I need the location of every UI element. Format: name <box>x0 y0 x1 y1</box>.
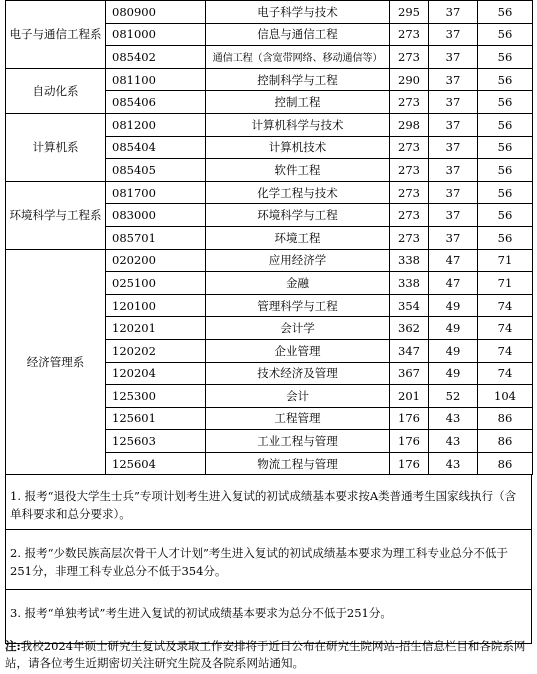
single-score-cell: 49 <box>429 339 478 362</box>
single-score-cell: 43 <box>429 452 478 475</box>
major-cell: 工业工程与管理 <box>206 430 390 453</box>
other-score-cell: 86 <box>478 407 533 430</box>
major-cell: 企业管理 <box>206 339 390 362</box>
dept-cell: 电子与通信工程系 <box>6 1 106 69</box>
table-row <box>6 181 533 204</box>
total-score-cell: 338 <box>390 249 429 272</box>
other-score-cell: 71 <box>478 272 533 295</box>
total-score-cell: 290 <box>390 68 429 91</box>
code-cell: 125601 <box>106 407 206 430</box>
total-score-cell: 362 <box>390 317 429 340</box>
total-score-cell: 273 <box>390 46 429 69</box>
major-cell: 通信工程（含宽带网络、移动通信等） <box>206 46 390 69</box>
major-cell: 技术经济及管理 <box>206 362 390 385</box>
single-score-cell: 37 <box>429 91 478 114</box>
major-cell: 电子科学与技术 <box>206 1 390 24</box>
other-score-cell: 56 <box>478 113 533 136</box>
total-score-cell: 273 <box>390 23 429 46</box>
dept-cell: 环境科学与工程系 <box>6 181 106 249</box>
code-cell: 120204 <box>106 362 206 385</box>
score-table <box>5 0 533 475</box>
other-score-cell: 56 <box>478 136 533 159</box>
code-cell: 085402 <box>106 46 206 69</box>
note-minority-talent: 2. 报考“少数民族高层次骨干人才计划”考生进入复试的初试成绩基本要求为理工科专业总分不低于251分，非理工科专业总分不低于354分。 <box>6 529 531 589</box>
other-score-cell: 74 <box>478 294 533 317</box>
total-score-cell: 273 <box>390 226 429 249</box>
other-score-cell: 56 <box>478 226 533 249</box>
total-score-cell: 338 <box>390 272 429 295</box>
major-cell: 物流工程与管理 <box>206 452 390 475</box>
code-cell: 085404 <box>106 136 206 159</box>
single-score-cell: 37 <box>429 181 478 204</box>
notes-box <box>5 475 532 644</box>
major-cell: 工程管理 <box>206 407 390 430</box>
single-score-cell: 37 <box>429 1 478 24</box>
major-cell: 计算机技术 <box>206 136 390 159</box>
major-cell: 控制工程 <box>206 91 390 114</box>
dept-cell: 计算机系 <box>6 113 106 181</box>
code-cell: 085405 <box>106 159 206 182</box>
other-score-cell: 74 <box>478 339 533 362</box>
total-score-cell: 273 <box>390 136 429 159</box>
code-cell: 081200 <box>106 113 206 136</box>
total-score-cell: 273 <box>390 181 429 204</box>
other-score-cell: 56 <box>478 91 533 114</box>
dept-cell: 自动化系 <box>6 68 106 113</box>
total-score-cell: 298 <box>390 113 429 136</box>
total-score-cell: 201 <box>390 385 429 408</box>
major-cell: 管理科学与工程 <box>206 294 390 317</box>
major-cell: 信息与通信工程 <box>206 23 390 46</box>
single-score-cell: 37 <box>429 226 478 249</box>
single-score-cell: 43 <box>429 407 478 430</box>
single-score-cell: 37 <box>429 68 478 91</box>
other-score-cell: 56 <box>478 1 533 24</box>
single-score-cell: 49 <box>429 362 478 385</box>
single-score-cell: 37 <box>429 113 478 136</box>
other-score-cell: 86 <box>478 452 533 475</box>
single-score-cell: 37 <box>429 46 478 69</box>
major-cell: 软件工程 <box>206 159 390 182</box>
footer-text: 我校2024年硕士研究生复试及录取工作安排将于近日公布在研究生院网站-招生信息栏目和各院系网站，请各位考生近期密切关注研究生院及各院系网站通知。 <box>5 639 526 670</box>
major-cell: 环境科学与工程 <box>206 204 390 227</box>
code-cell: 081000 <box>106 23 206 46</box>
code-cell: 080900 <box>106 1 206 24</box>
footer-notice <box>5 638 532 672</box>
dept-cell: 经济管理系 <box>6 249 106 475</box>
code-cell: 025100 <box>106 272 206 295</box>
code-cell: 085406 <box>106 91 206 114</box>
major-cell: 环境工程 <box>206 226 390 249</box>
single-score-cell: 37 <box>429 23 478 46</box>
single-score-cell: 43 <box>429 430 478 453</box>
total-score-cell: 367 <box>390 362 429 385</box>
other-score-cell: 56 <box>478 204 533 227</box>
code-cell: 125603 <box>106 430 206 453</box>
code-cell: 125300 <box>106 385 206 408</box>
total-score-cell: 273 <box>390 204 429 227</box>
single-score-cell: 52 <box>429 385 478 408</box>
table-row <box>6 1 533 24</box>
single-score-cell: 47 <box>429 272 478 295</box>
major-cell: 控制科学与工程 <box>206 68 390 91</box>
other-score-cell: 56 <box>478 68 533 91</box>
other-score-cell: 71 <box>478 249 533 272</box>
major-cell: 会计 <box>206 385 390 408</box>
major-cell: 会计学 <box>206 317 390 340</box>
total-score-cell: 176 <box>390 452 429 475</box>
code-cell: 120202 <box>106 339 206 362</box>
note-veteran-students: 1. 报考“退役大学生士兵”专项计划考生进入复试的初试成绩基本要求按A类普通考生国家线执行（含单科要求和总分要求）。 <box>10 489 517 522</box>
total-score-cell: 176 <box>390 407 429 430</box>
code-cell: 120100 <box>106 294 206 317</box>
total-score-cell: 176 <box>390 430 429 453</box>
note-independent-exam: 3. 报考“单独考试”考生进入复试的初试成绩基本要求为总分不低于251分。 <box>6 589 531 643</box>
single-score-cell: 37 <box>429 136 478 159</box>
single-score-cell: 49 <box>429 294 478 317</box>
single-score-cell: 47 <box>429 249 478 272</box>
other-score-cell: 104 <box>478 385 533 408</box>
total-score-cell: 273 <box>390 91 429 114</box>
other-score-cell: 74 <box>478 317 533 340</box>
single-score-cell: 49 <box>429 317 478 340</box>
footer-label: 注: <box>5 639 21 653</box>
code-cell: 083000 <box>106 204 206 227</box>
major-cell: 计算机科学与技术 <box>206 113 390 136</box>
table-row <box>6 249 533 272</box>
other-score-cell: 56 <box>478 23 533 46</box>
code-cell: 125604 <box>106 452 206 475</box>
total-score-cell: 273 <box>390 159 429 182</box>
other-score-cell: 56 <box>478 181 533 204</box>
code-cell: 020200 <box>106 249 206 272</box>
other-score-cell: 56 <box>478 46 533 69</box>
total-score-cell: 347 <box>390 339 429 362</box>
code-cell: 085701 <box>106 226 206 249</box>
single-score-cell: 37 <box>429 204 478 227</box>
table-row <box>6 68 533 91</box>
total-score-cell: 295 <box>390 1 429 24</box>
code-cell: 120201 <box>106 317 206 340</box>
code-cell: 081100 <box>106 68 206 91</box>
major-cell: 应用经济学 <box>206 249 390 272</box>
score-sheet <box>5 0 532 644</box>
total-score-cell: 354 <box>390 294 429 317</box>
other-score-cell: 74 <box>478 362 533 385</box>
major-cell: 金融 <box>206 272 390 295</box>
code-cell: 081700 <box>106 181 206 204</box>
other-score-cell: 86 <box>478 430 533 453</box>
single-score-cell: 37 <box>429 159 478 182</box>
table-row <box>6 113 533 136</box>
major-cell: 化学工程与技术 <box>206 181 390 204</box>
other-score-cell: 56 <box>478 159 533 182</box>
